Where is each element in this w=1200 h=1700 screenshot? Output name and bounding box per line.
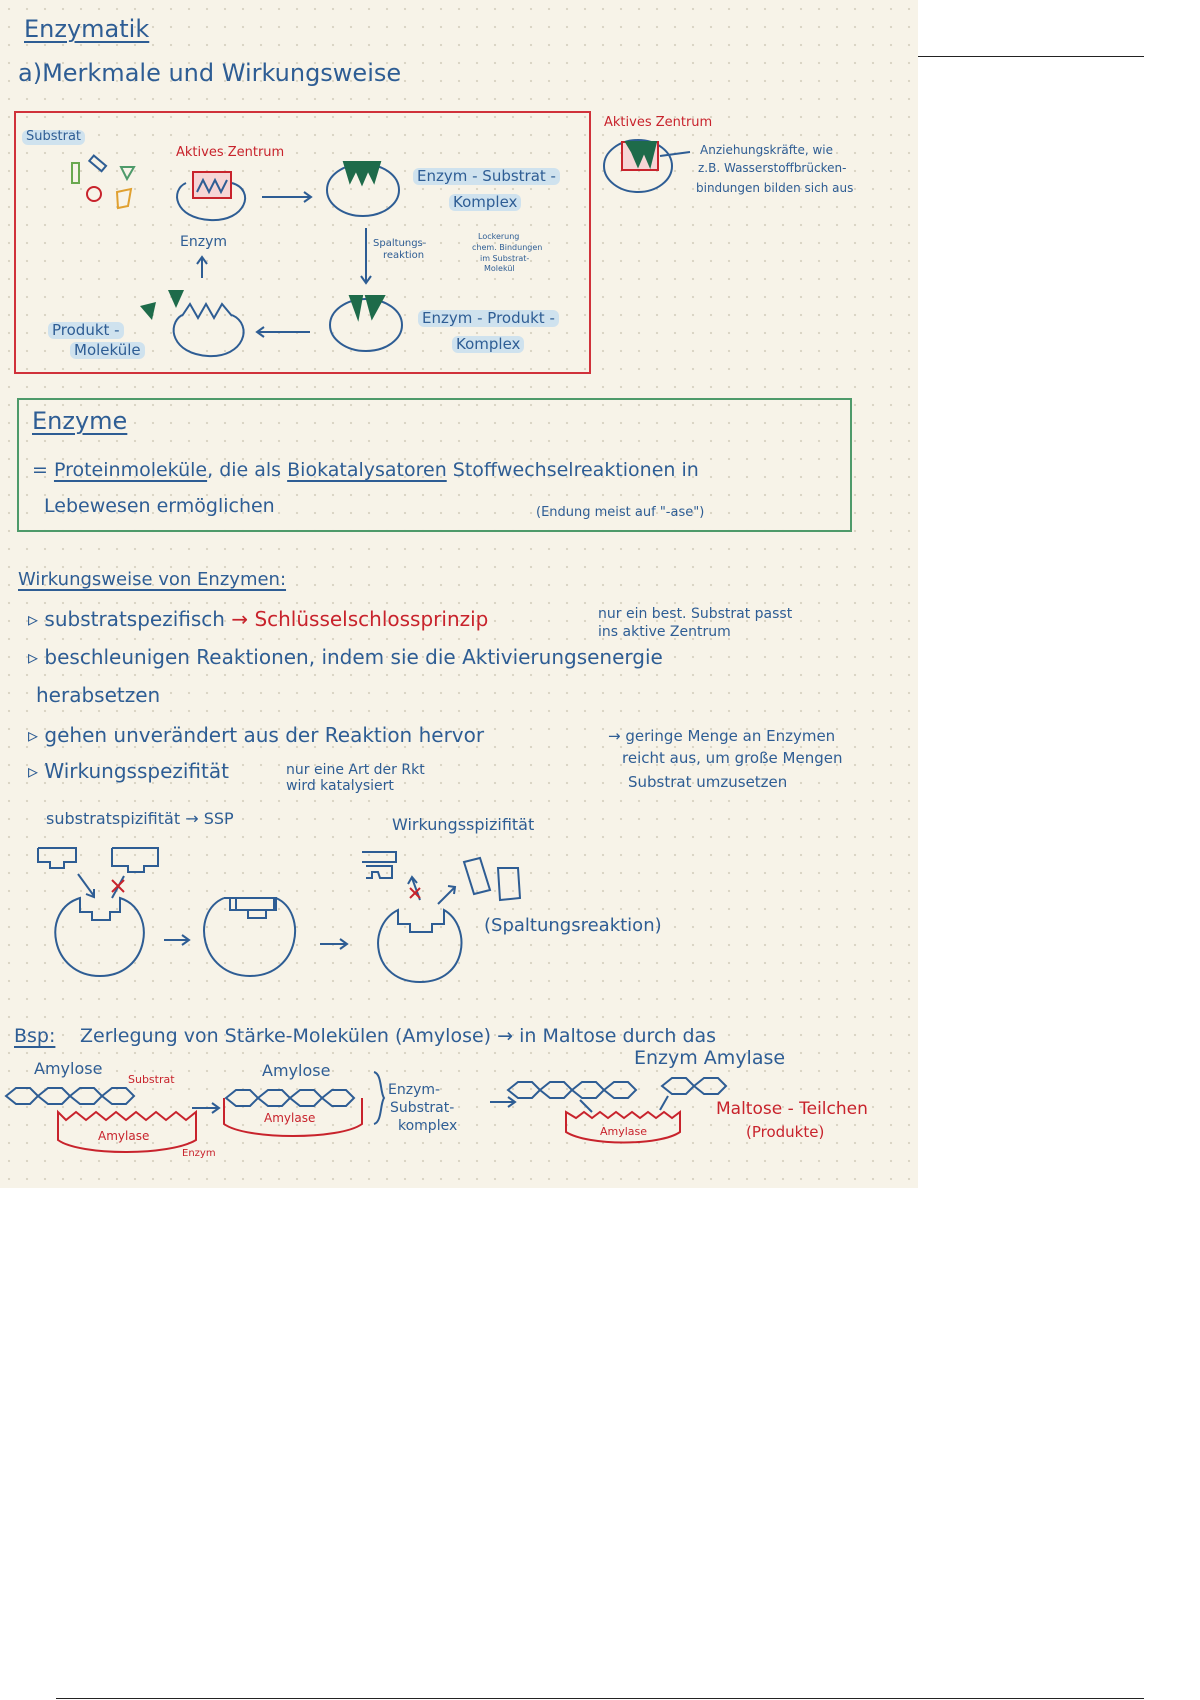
enzyme-tag: Enzym [182,1148,216,1159]
lockerung-note-3: im Substrat- [480,254,530,263]
ep-complex-label-2: Komplex [452,336,524,353]
attraction-note-1: Anziehungskräfte, wie [700,143,834,157]
substrate-shapes [72,156,134,208]
product-label-1: Produkt - [48,322,124,339]
substrate-note-2: ins aktive Zentrum [598,624,731,640]
maltose-label: Maltose - Teilchen [716,1099,868,1119]
mechanism-heading: Wirkungsweise von Enzymen: [18,569,287,590]
lock-key-principle: Schlüsselschlossprinzip [254,607,489,631]
ep-complex-label-1: Enzym - Produkt - [418,310,559,327]
bullet-marker: ▹ [28,723,39,747]
enzyme-amount-note-3: Substrat umzusetzen [628,773,788,791]
bullet-reaction-specific [28,760,229,783]
amylase-label: Amylase [264,1111,316,1125]
definition-prefix: = [32,459,48,481]
enzyme-product-complex [330,296,402,351]
es-complex-1: Enzym- [388,1082,441,1098]
example-text-2: Enzym Amylase [634,1047,786,1069]
reaction-note-1: nur eine Art der Rkt [286,762,425,778]
amylase-label: Amylase [600,1125,648,1138]
bullet-unchanged [28,724,484,747]
bullet-accelerate [28,646,663,669]
enzyme-amount-note-1: → geringe Menge an Enzymen [608,727,836,745]
bullet-text: beschleunigen Reaktionen, indem sie die Aktivierungsenergie [44,645,663,669]
amylose-chain [226,1090,354,1106]
term-biokatalysatoren: Biokatalysatoren [287,459,447,481]
es-complex-label-2: Komplex [449,194,521,211]
example-text-1: Zerlegung von Stärke-Molekülen (Amylose) → in Maltose durch das [80,1025,717,1047]
enzyme-amount-note-2: reicht aus, um große Mengen [622,749,843,767]
amylase-label: Amylase [98,1129,150,1143]
enzym-label: Enzym [180,234,227,250]
reaction-note-2: wird katalysiert [286,778,394,794]
es-complex-3: komplex [398,1118,458,1134]
brace [374,1072,384,1124]
lockerung-note-1: Lockerung [478,232,520,241]
page-title: Enzymatik [24,15,150,43]
bullet-text: Wirkungsspezifität [44,759,229,783]
substrat-label: Substrat [22,130,85,145]
product-label-2: Moleküle [70,342,145,359]
side-active-site [604,140,690,192]
spaltung-label-1: Spaltungs- [373,238,427,249]
enzyme-with-active-site [177,172,245,220]
lockerung-note-2: chem. Bindungen [472,243,543,252]
substrate-tag: Substrat [128,1073,175,1086]
amylose-label: Amylose [34,1059,103,1078]
arrow [490,1097,515,1107]
amylose-chain [508,1078,726,1112]
enzyme-substrate-complex [327,162,399,216]
wsp-label: Wirkungsspizifität [392,815,535,834]
product-triangle [168,290,184,308]
spaltung-label-2: reaktion [383,250,425,261]
cycle-arrows [197,192,371,337]
definition-mid: , die als [207,459,282,481]
lockerung-note-4: Molekül [484,264,515,273]
amylose-chain [6,1088,134,1104]
definition-rest: Stoffwechselreaktionen in [452,459,699,481]
product-triangle [140,302,156,320]
products-label: (Produkte) [746,1123,825,1141]
free-enzyme [174,304,244,356]
active-site-label: Aktives Zentrum [176,145,285,160]
bullet-substrate-specific [28,608,488,631]
term-proteinmolekuele: Proteinmoleküle [53,459,208,481]
definition-line-2: Lebewesen ermöglichen [44,495,275,517]
amylose-label: Amylose [262,1061,331,1080]
example-label: Bsp: [14,1025,56,1047]
definition-line-1 [32,460,699,482]
section-heading: a)Merkmale und Wirkungsweise [18,59,402,87]
lock-key-drawing [38,848,520,982]
bullet-text: substratspezifisch [44,607,225,631]
side-active-site-label: Aktives Zentrum [604,115,713,130]
arrow-text: → [231,607,249,631]
bullet-accelerate-cont: herabsetzen [36,683,161,707]
attraction-note-3: bindungen bilden sich aus [696,181,854,195]
ssp-label: substratspizifität → SSP [46,809,234,828]
bullet-text: gehen unverändert aus der Reaktion hervor [44,723,485,747]
bullet-marker: ▹ [28,607,39,631]
es-complex-2: Substrat- [390,1100,455,1116]
cleavage-label: (Spaltungsreaktion) [484,915,662,936]
attraction-note-2: z.B. Wasserstoffbrücken- [698,161,847,175]
substrate-note-1: nur ein best. Substrat passt [598,606,793,622]
bullet-marker: ▹ [28,645,39,669]
bullet-marker: ▹ [28,759,39,783]
definition-note: (Endung meist auf "-ase") [536,505,705,520]
es-complex-label-1: Enzym - Substrat - [413,168,560,185]
definition-heading: Enzyme [32,407,128,435]
